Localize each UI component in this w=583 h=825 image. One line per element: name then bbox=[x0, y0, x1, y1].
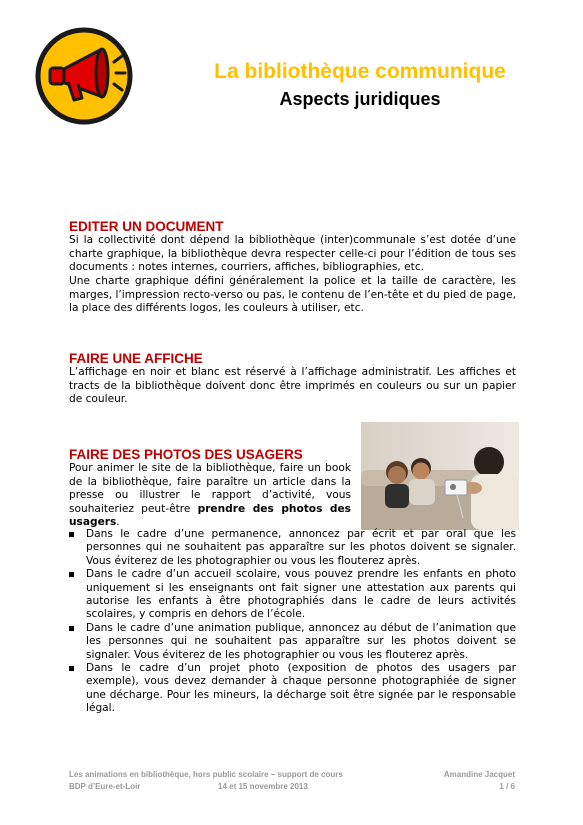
bullet-square-icon bbox=[69, 572, 74, 577]
list-item bbox=[69, 622, 516, 662]
list-item-text: Dans le cadre d’un accueil scolaire, vous pouvez prendre les enfants en photo uniquement si les enseignants ont fait signer une attestation aux parents qui autorise les enfants à être photographiés dans le cadre de leurs activités scolaires, y compris en dehors de l’école. bbox=[86, 568, 516, 621]
paragraph: L’affichage en noir et blanc est réservé à l’affichage administratif. Les affiches et tracts de la bibliothèque doivent donc être imprimés en couleurs ou sur un papier de couleur. bbox=[69, 366, 516, 406]
intro-text: Pour animer le site de la bibliothèque, faire un book de la bibliothèque, faire paraître un article dans la presse ou illustrer le rapport d’activité, vous souhaiteriez peut-être bbox=[69, 462, 351, 515]
megaphone-icon bbox=[34, 26, 134, 126]
bullet-square-icon bbox=[69, 532, 74, 537]
intro-end: . bbox=[116, 516, 120, 529]
footer-page-number: 1 / 6 bbox=[499, 782, 515, 791]
list-item bbox=[69, 662, 516, 716]
footer-organization: BDP d’Eure-et-Loir bbox=[69, 782, 141, 791]
section-heading-editer: EDITER UN DOCUMENT bbox=[69, 219, 224, 234]
page-title: La bibliothèque communique bbox=[214, 60, 506, 83]
bullet-square-icon bbox=[69, 626, 74, 631]
page-subtitle: Aspects juridiques bbox=[279, 89, 441, 109]
list-item bbox=[69, 528, 516, 568]
list-item-text: Dans le cadre d’une permanence, annoncez par écrit et par oral que les personnes qui ne souhaitent pas apparaître sur les photos doivent se signaler. Vous éviterez de les photographier ou vous les flouterez après. bbox=[86, 528, 516, 567]
megaphone-logo bbox=[34, 26, 134, 126]
section-heading-photos: FAIRE DES PHOTOS DES USAGERS bbox=[69, 447, 303, 462]
photos-intro-paragraph bbox=[69, 462, 351, 530]
paragraph: Une charte graphique défini généralement la police et la taille de caractère, les marges, l’impression recto-verso ou pas, le contenu de l’en-tête et du pied de page, la place des différents logos, les couleurs à utiliser, etc. bbox=[69, 275, 516, 315]
footer-author: Amandine Jacquet bbox=[443, 770, 515, 779]
list-item-text: Dans le cadre d’un projet photo (exposition de photos des usagers par exemple), vous devez demander à chaque personne photographiée de signer une décharge. Pour les mineurs, la décharge soit être signée par le responsable légal. bbox=[86, 662, 516, 715]
section-heading-affiche: FAIRE UNE AFFICHE bbox=[69, 351, 203, 366]
paragraph: Si la collectivité dont dépend la bibliothèque (inter)communale s’est dotée d’une charte graphique, la bibliothèque devra respecter celle-ci pour l’édition de tous ses documents : notes internes, courriers, affiches, bibliographies, etc. bbox=[69, 234, 516, 274]
photo-rules-list bbox=[69, 528, 516, 716]
footer-dates: 14 et 15 novembre 2013 bbox=[218, 782, 308, 791]
photo-children-camera bbox=[361, 422, 519, 530]
footer-course-title: Les animations en bibliothèque, hors public scolaire – support de cours bbox=[69, 770, 343, 779]
bullet-square-icon bbox=[69, 666, 74, 671]
list-item bbox=[69, 568, 516, 622]
intro-bold-text: prendre des photos des usagers bbox=[69, 502, 351, 529]
list-item-text: Dans le cadre d’une animation publique, annoncez au début de l’animation que les personnes qui ne souhaitent pas apparaître sur les photos doivent se signaler. Vous éviterez de les photographier ou vous les flouterez après. bbox=[86, 621, 516, 661]
